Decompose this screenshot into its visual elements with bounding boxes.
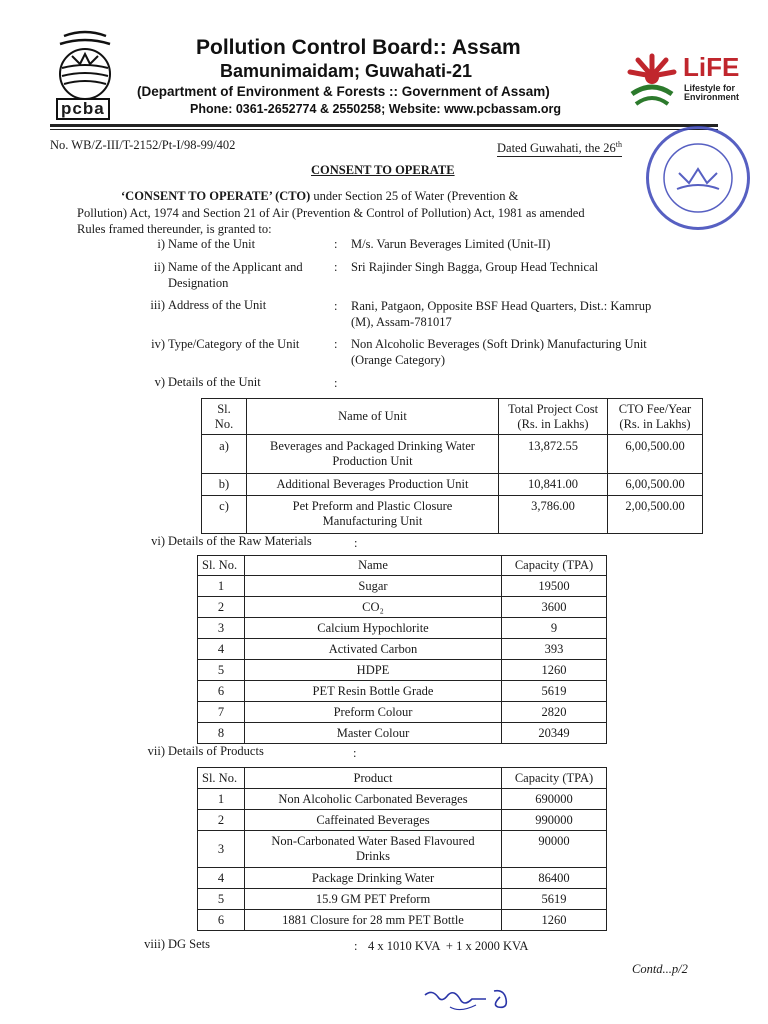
cell-cap: 393 <box>502 639 607 660</box>
cell-name: Sugar <box>245 576 502 597</box>
official-stamp <box>646 126 750 230</box>
header-cap: Capacity (TPA) <box>502 768 607 789</box>
field-label: Name of the Applicant and <box>168 260 303 274</box>
cell-cost: 13,872.55 <box>499 435 608 474</box>
table-row <box>198 576 607 597</box>
field-number: i) <box>157 237 165 251</box>
field-colon: : <box>334 260 338 274</box>
cell-sl: 3 <box>198 618 245 639</box>
intro-bold: ‘CONSENT TO OPERATE’ (CTO) <box>121 189 311 203</box>
cell-cap: 90000 <box>502 831 607 868</box>
cell-name: Master Colour <box>245 723 502 744</box>
cell-name <box>245 831 502 868</box>
table-row <box>198 889 607 910</box>
cell-cap: 3600 <box>502 597 607 618</box>
header-divider-thin <box>50 129 718 130</box>
table-header-row <box>198 768 607 789</box>
table-row <box>198 810 607 831</box>
cell-sl: a) <box>202 435 247 474</box>
header-cap: Capacity (TPA) <box>502 556 607 576</box>
life-sub-line1: Lifestyle for <box>684 83 736 93</box>
cell-sl: 6 <box>198 681 245 702</box>
cell-name-line2: Production Unit <box>332 454 413 468</box>
intro-line-1 <box>121 188 518 204</box>
header-fee <box>608 399 703 435</box>
section-colon: : <box>353 746 357 760</box>
department: (Department of Environment & Forests :: Government of Assam) <box>137 84 550 99</box>
cell-name <box>247 496 499 534</box>
table-row <box>198 910 607 931</box>
raw-materials-table <box>197 555 607 744</box>
table-row <box>198 681 607 702</box>
field-colon: : <box>334 337 338 351</box>
table-row <box>198 597 607 618</box>
cell-fee: 2,00,500.00 <box>608 496 703 534</box>
header-sl-line1: Sl. <box>217 401 231 416</box>
field-number: iv) <box>151 337 165 351</box>
field-colon: : <box>334 299 338 313</box>
cell-sl: 1 <box>198 576 245 597</box>
cell-cap: 19500 <box>502 576 607 597</box>
table-row <box>198 868 607 889</box>
cell-name: Preform Colour <box>245 702 502 723</box>
table-row <box>198 789 607 810</box>
signature-icon <box>420 985 530 1015</box>
header-fee-line1: CTO Fee/Year <box>618 401 692 416</box>
section-label: Details of Products <box>168 744 264 758</box>
field-label: Details of the Unit <box>168 375 261 389</box>
cell-name: Package Drinking Water <box>245 868 502 889</box>
field-value: Non Alcoholic Beverages (Soft Drink) Manufacturing Unit <box>351 337 647 351</box>
header-sl <box>202 399 247 435</box>
cell-sl: 6 <box>198 910 245 931</box>
section-number: viii) <box>144 937 165 951</box>
continued-note: Contd...p/2 <box>632 962 688 976</box>
cell-name: CO₂ <box>245 597 502 618</box>
signature <box>420 985 530 1015</box>
cell-name: Non Alcoholic Carbonated Beverages <box>245 789 502 810</box>
field-number: iii) <box>150 298 165 312</box>
field-number: v) <box>154 375 165 389</box>
cell-name: PET Resin Bottle Grade <box>245 681 502 702</box>
cell-sl: 2 <box>198 810 245 831</box>
section-colon: : <box>354 536 358 550</box>
cell-cost: 3,786.00 <box>499 496 608 534</box>
cell-cap: 86400 <box>502 868 607 889</box>
cell-cap: 9 <box>502 618 607 639</box>
life-sub-line2: Environment <box>684 92 740 102</box>
cell-name: HDPE <box>245 660 502 681</box>
cell-fee: 6,00,500.00 <box>608 474 703 496</box>
cell-cap: 1260 <box>502 910 607 931</box>
reference-number: No. WB/Z-III/T-2152/Pt-I/98-99/402 <box>50 138 236 152</box>
cell-cap: 5619 <box>502 681 607 702</box>
contact-info: Phone: 0361-2652774 & 2550258; Website: www.pcbassam.org <box>190 102 562 116</box>
field-colon: : <box>334 376 338 390</box>
pcba-logo <box>50 28 120 120</box>
cell-cap: 990000 <box>502 810 607 831</box>
logo-text: pcba <box>56 98 110 120</box>
section-number: vii) <box>147 744 165 758</box>
field-value-line2: (Orange Category) <box>351 353 446 367</box>
field-label: Address of the Unit <box>168 298 267 312</box>
cell-sl: 3 <box>198 831 245 868</box>
header-fee-line2: (Rs. in Lakhs) <box>619 416 691 431</box>
table-row <box>202 496 703 534</box>
field-label: Type/Category of the Unit <box>168 337 300 351</box>
field-label: Name of the Unit <box>168 237 256 251</box>
dg-sets-value: 4 x 1010 KVA + 1 x 2000 KVA <box>368 939 529 953</box>
header-name: Name <box>245 556 502 576</box>
date-suffix: th <box>615 140 622 149</box>
life-subtitle <box>684 84 764 102</box>
date-text: Dated Guwahati, the 26 <box>497 141 616 156</box>
cell-name: Calcium Hypochlorite <box>245 618 502 639</box>
header-cost-line2: (Rs. in Lakhs) <box>517 416 589 431</box>
cell-name: Caffeinated Beverages <box>245 810 502 831</box>
cell-cost: 10,841.00 <box>499 474 608 496</box>
field-value: Rani, Patgaon, Opposite BSF Head Quarters, Dist.: Kamrup <box>351 299 652 313</box>
products-table <box>197 767 607 931</box>
cell-sl: 1 <box>198 789 245 810</box>
table-row <box>198 618 607 639</box>
table-row <box>202 474 703 496</box>
header-name: Product <box>245 768 502 789</box>
org-address: Bamunimaidam; Guwahati-21 <box>220 61 473 81</box>
intro-line-2: Pollution) Act, 1974 and Section 21 of Air (Prevention & Control of Pollution) Act, 1981 as amended <box>77 206 585 220</box>
life-text: LiFE <box>683 52 740 82</box>
cell-sl: 2 <box>198 597 245 618</box>
cell-sl: 8 <box>198 723 245 744</box>
cell-sl: 5 <box>198 660 245 681</box>
cell-fee: 6,00,500.00 <box>608 435 703 474</box>
cell-name: Activated Carbon <box>245 639 502 660</box>
cell-name-line2: Manufacturing Unit <box>322 514 423 528</box>
cell-name-line1: Non-Carbonated Water Based Flavoured <box>271 834 475 848</box>
table-row <box>198 702 607 723</box>
header-sl: Sl. No. <box>198 768 245 789</box>
section-label: DG Sets <box>168 937 211 951</box>
table-row <box>198 639 607 660</box>
cell-name <box>247 435 499 474</box>
cell-name: 1881 Closure for 28 mm PET Bottle <box>245 910 502 931</box>
table-header-row <box>198 556 607 576</box>
document-title: CONSENT TO OPERATE <box>311 163 455 177</box>
cell-sl: 4 <box>198 639 245 660</box>
cell-cap: 690000 <box>502 789 607 810</box>
cell-sl: b) <box>202 474 247 496</box>
field-colon: : <box>334 237 338 251</box>
section-colon: : <box>354 939 358 953</box>
field-value: Sri Rajinder Singh Bagga, Group Head Technical <box>351 260 599 274</box>
cell-sl: c) <box>202 496 247 534</box>
cell-name-line2: Drinks <box>355 849 391 863</box>
life-sun-icon <box>622 50 682 110</box>
cell-cap: 5619 <box>502 889 607 910</box>
header-divider-thick <box>50 124 718 127</box>
table-row <box>198 723 607 744</box>
field-value-line2: (M), Assam-781017 <box>351 315 452 329</box>
cell-sl: 4 <box>198 868 245 889</box>
table-header-row <box>202 399 703 435</box>
intro-rest: under Section 25 of Water (Prevention & <box>310 189 519 203</box>
cell-name: Additional Beverages Production Unit <box>247 474 499 496</box>
cell-name-line1: Pet Preform and Plastic Closure <box>292 499 453 513</box>
table-row <box>198 660 607 681</box>
cell-name: 15.9 GM PET Preform <box>245 889 502 910</box>
section-number: vi) <box>151 534 165 548</box>
table-row <box>202 435 703 474</box>
cell-sl: 5 <box>198 889 245 910</box>
header-sl: Sl. No. <box>198 556 245 576</box>
table-row <box>198 831 607 868</box>
cell-sl: 7 <box>198 702 245 723</box>
field-number: ii) <box>153 260 165 274</box>
field-label-line2: Designation <box>168 276 229 290</box>
section-label: Details of the Raw Materials <box>168 534 312 548</box>
cell-cap: 2820 <box>502 702 607 723</box>
intro-line-3: Rules framed thereunder, is granted to: <box>77 222 272 236</box>
unit-details-table <box>201 398 703 534</box>
org-name: Pollution Control Board:: Assam <box>196 36 521 59</box>
cell-cap: 1260 <box>502 660 607 681</box>
header-sl-line2: No. <box>214 416 234 431</box>
field-value: M/s. Varun Beverages Limited (Unit-II) <box>351 237 551 251</box>
life-logo <box>622 50 682 110</box>
stamp-seal-icon <box>649 129 747 227</box>
cell-name-line1: Beverages and Packaged Drinking Water <box>270 439 475 453</box>
letter-date <box>497 137 622 157</box>
header-cost <box>499 399 608 435</box>
header-cost-line1: Total Project Cost <box>507 401 599 416</box>
header-name: Name of Unit <box>247 399 499 435</box>
cell-cap: 20349 <box>502 723 607 744</box>
